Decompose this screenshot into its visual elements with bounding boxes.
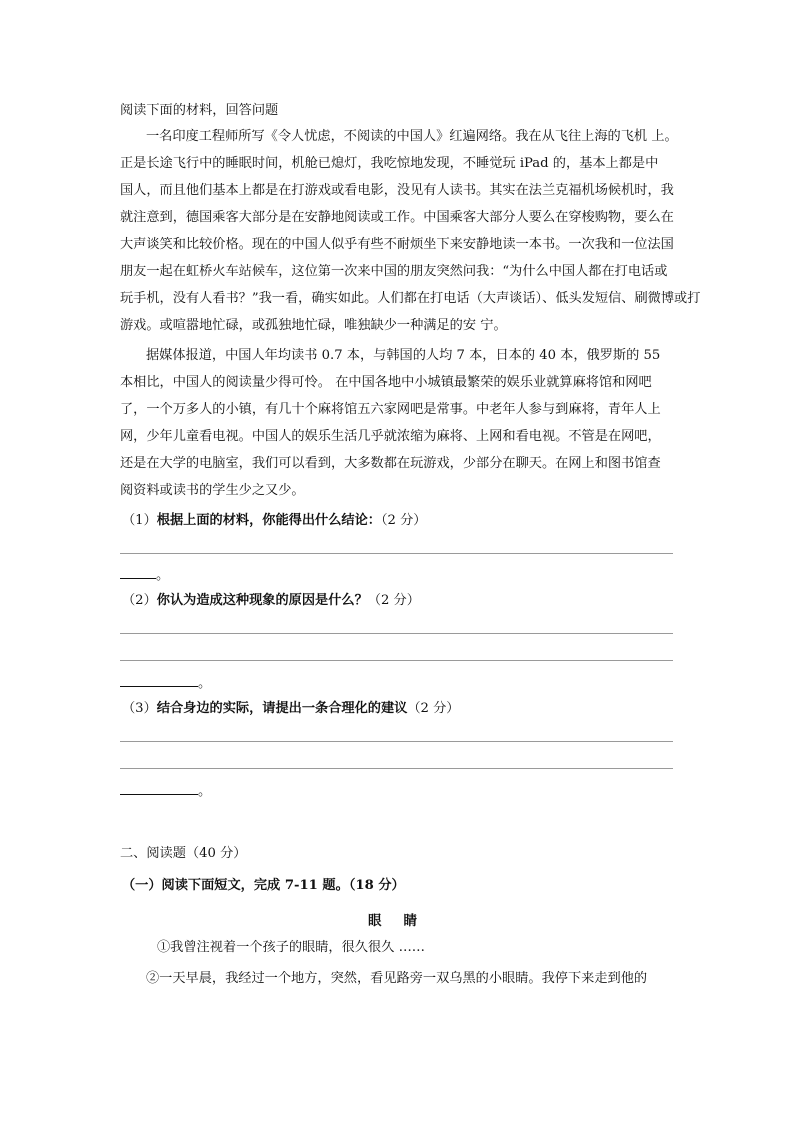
question-score: （2 分） [380,513,427,528]
passage-line: 就注意到，德国乘客大部分是在安静地阅读或工作。中国乘客大部分人要么在穿梭购物，要么在 [120,210,674,225]
passage-line: 国人，而且他们基本上都是在打游戏或看电影，没见有人读书。其实在法兰克福机场候机时，我 [120,183,674,198]
question-two [122,593,420,609]
passage-line: 网，少年儿童看电视。中国人的娱乐生活几乎就浓缩为麻将、上网和看电视。不管是在网吧， [120,429,661,444]
answer-blank[interactable] [120,782,198,795]
question-number: （3） [122,701,157,716]
answer-line-end[interactable] [120,566,169,584]
question-one [122,513,427,529]
sub-section-heading: （一）阅读下面短文，完成 7-11 题。（18 分） [122,878,405,893]
period: 。 [198,784,212,799]
question-score: （2 分） [367,593,420,608]
question-three [122,701,459,717]
question-text: 根据上面的材料，你能得出什么结论： [156,513,381,528]
question-score: （2 分） [407,701,460,716]
passage-line: 本相比，中国人的阅读量少得可怜。 在中国各地中小城镇最繁荣的娱乐业就算麻将馆和网吧 [120,375,652,390]
answer-line[interactable] [120,553,673,554]
passage-line: 正是长途飞行中的睡眠时间，机舱已熄灯，我吃惊地发现，不睡觉玩 iPad 的，基本上都是中 [120,156,659,171]
passage-line: 据媒体报道，中国人年均读书 0.7 本，与韩国的人均 7 本，日本的 40 本，俄罗斯的 55 [146,348,661,363]
answer-line[interactable] [120,660,673,661]
period: 。 [156,568,170,583]
answer-line-end[interactable] [120,674,211,692]
section-heading: 二、阅读题（40 分） [120,846,247,861]
answer-blank[interactable] [120,566,156,579]
article-paragraph: ②一天早晨，我经过一个地方，突然，看见路旁一双乌黑的小眼睛。我停下来走到他的 [146,971,648,986]
question-text: 你认为造成这种现象的原因是什么？ [156,593,368,608]
question-number: （2） [122,593,157,608]
question-number: （1） [122,513,157,528]
answer-blank[interactable] [120,674,198,687]
answer-line[interactable] [120,768,673,769]
question-text: 结合身边的实际，请提出一条合理化的建议 [156,701,408,716]
answer-line-end[interactable] [120,782,211,800]
passage-line: 一名印度工程师所写《令人忧虑，不阅读的中国人》红遍网络。我在从飞往上海的飞机 上。 [146,129,678,144]
period: 。 [198,676,212,691]
answer-line[interactable] [120,741,673,742]
passage-line: 还是在大学的电脑室，我们可以看到，大多数都在玩游戏，少部分在聊天。在网上和图书馆查 [120,456,661,471]
article-title: 眼睛 [368,913,439,929]
passage-line: 大声谈笑和比较价格。现在的中国人似乎有些不耐烦坐下来安静地读一本书。一次我和一位法国 [120,237,674,252]
passage-line: 阅资料或读书的学生少之又少。 [120,483,305,498]
passage-line: 游戏。或喧嚣地忙碌，或孤独地忙碌，唯独缺少一种满足的安 宁。 [120,318,507,333]
reading-instruction: 阅读下面的材料，回答问题 [120,103,279,118]
answer-line[interactable] [120,633,673,634]
passage-line: 朋友一起在虹桥火车站候车，这位第一次来中国的朋友突然问我：“为什么中国人都在打电话或 [120,264,668,279]
article-paragraph: ①我曾注视着一个孩子的眼睛，很久很久 …… [157,940,425,955]
passage-line: 玩手机，没有人看书？”我一看，确实如此。人们都在打电话（大声谈话）、低头发短信、刷微博或打 [120,291,701,306]
passage-line: 了，一个万多人的小镇，有几十个麻将馆五六家网吧是常事。中老年人参与到麻将，青年人上 [120,402,661,417]
